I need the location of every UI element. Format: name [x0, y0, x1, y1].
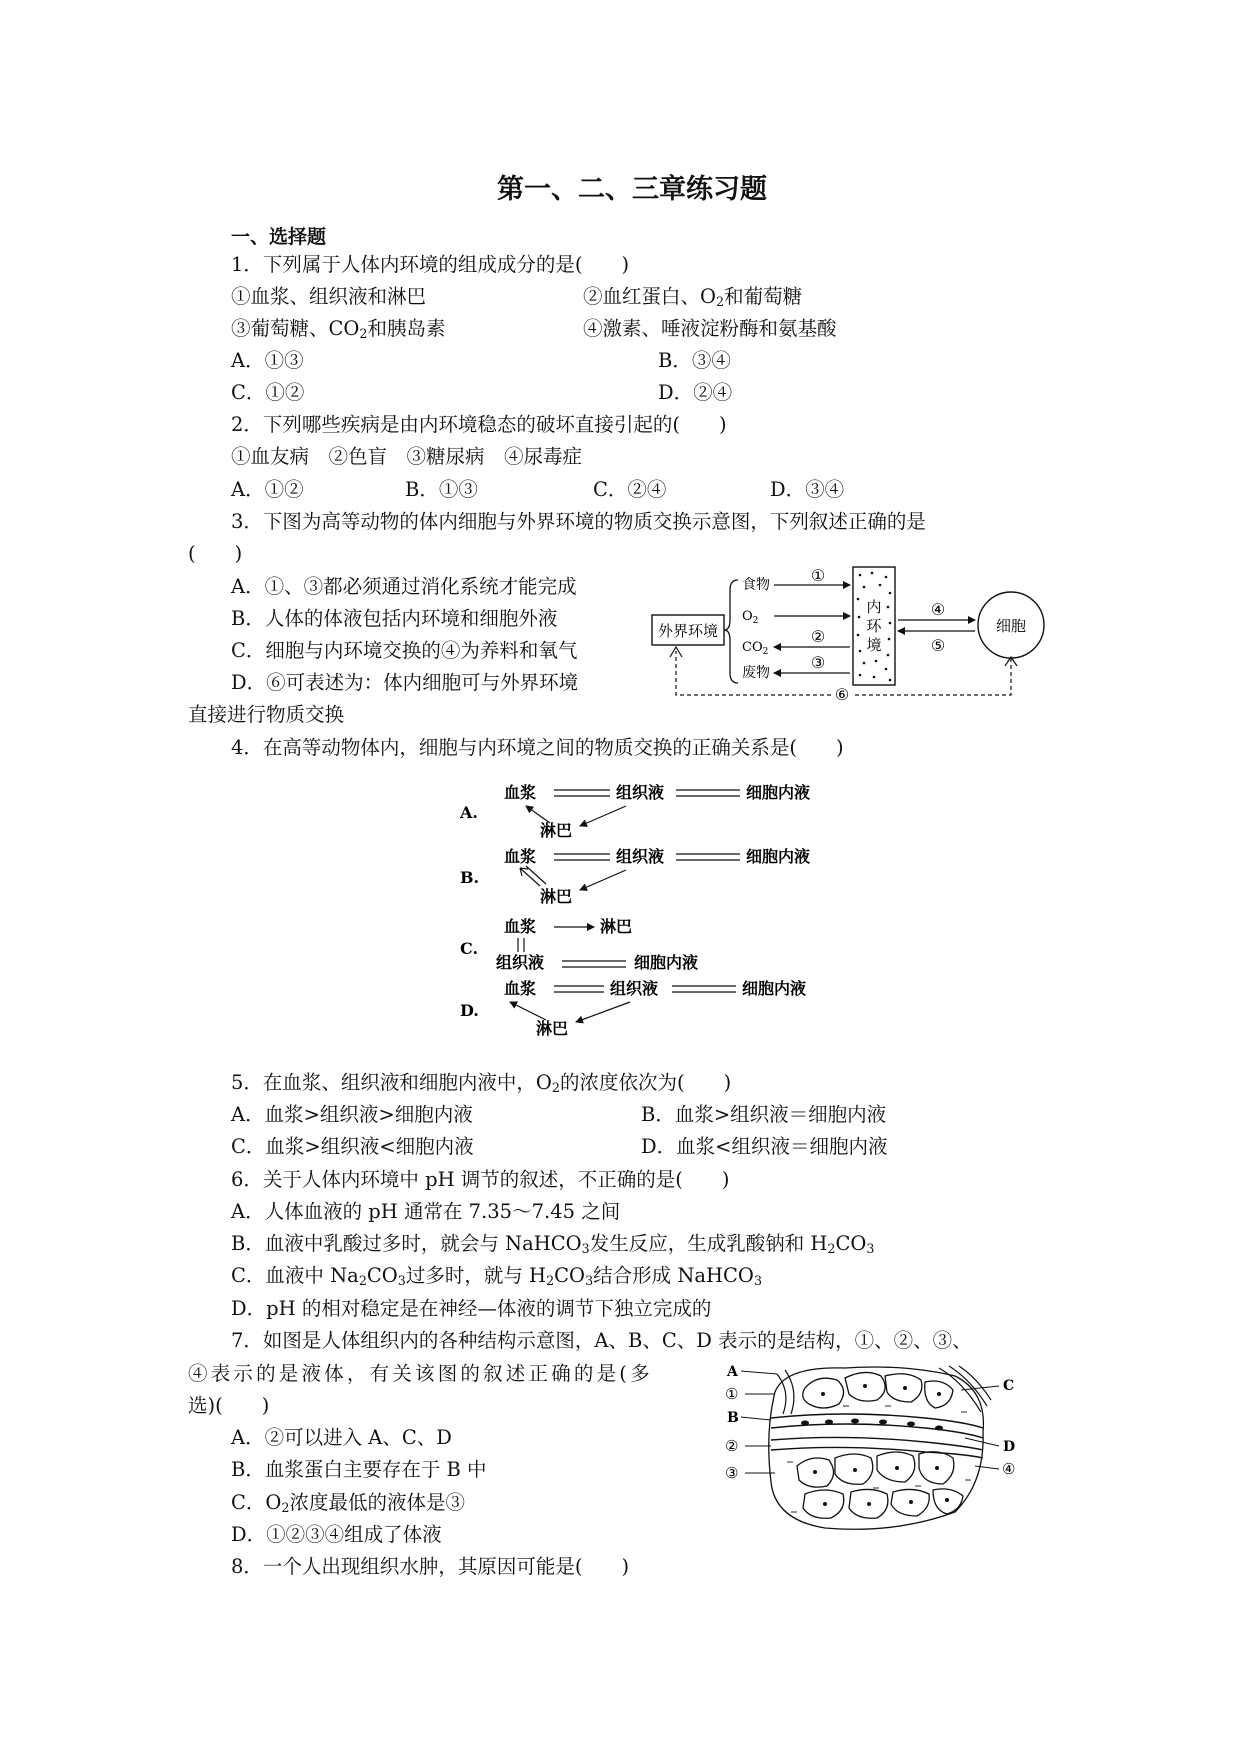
q5-option-d: D．血浆<组织液＝细胞内液 [641, 1135, 888, 1158]
q4a-eq-1 [554, 790, 610, 796]
q2-option-a: A．①② [231, 478, 304, 501]
q7-option-d: D．①②③④组成了体液 [231, 1523, 442, 1546]
q4c-tissue: 组织液 [496, 953, 545, 972]
co2-label: $CO_2$ [742, 640, 769, 657]
q1-item-2: ②血红蛋白、$O_2$和葡萄糖 [583, 285, 803, 310]
q4c-plasma: 血浆 [504, 917, 537, 936]
q7-stem-line1: 7．如图是人体组织内的各种结构示意图，A、B、C、D 表示的是结构，①、②、③、 [231, 1329, 972, 1352]
q1-option-a: A．①③ [231, 349, 304, 372]
capillary [771, 1414, 983, 1458]
food-label: 食物 [742, 577, 770, 593]
q1-option-b: B．③④ [658, 349, 731, 372]
q4a-arrow-1 [526, 806, 550, 823]
q4a-arrow-2 [580, 806, 626, 826]
q1-item-1: ①血浆、组织液和淋巴 [231, 285, 427, 308]
q3-stem-line1: 3．下图为高等动物的体内细胞与外界环境的物质交换示意图，下列叙述正确的是 [231, 510, 926, 533]
marker-6: ⑥ [834, 685, 850, 704]
marker-4: ④ [930, 600, 946, 619]
waste-label: 废物 [742, 665, 770, 681]
outer-environment-label: 外界环境 [657, 622, 719, 640]
page-title: 第一、二、三章练习题 [497, 174, 767, 205]
q7-option-c: C．$O_2$浓度最低的液体是③ [231, 1491, 465, 1516]
label-3: ③ [725, 1464, 739, 1482]
q4d-arrow-1 [510, 1002, 546, 1020]
q4c-cell: 细胞内液 [634, 953, 699, 972]
q4d-lymph: 淋巴 [536, 1019, 569, 1038]
marker-2: ② [810, 627, 826, 646]
q7-stem-line3: 选)( ) [188, 1394, 270, 1417]
label-c: C [1003, 1378, 1015, 1394]
q3-option-d-line1: D．⑥可表述为：体内细胞可与外界环境 [231, 671, 579, 694]
q6-stem: 6．关于人体内环境中 pH 调节的叙述，不正确的是( ) [231, 1168, 730, 1191]
marker-3: ③ [810, 653, 826, 672]
label-a: A [727, 1364, 738, 1380]
q2-option-b: B．①③ [405, 478, 478, 501]
label-1: ① [725, 1385, 739, 1403]
q4-label-b: B. [460, 868, 480, 887]
q2-items: ①血友病 ②色盲 ③糖尿病 ④尿毒症 [231, 445, 583, 468]
q1-item-4: ④激素、唾液淀粉酶和氨基酸 [583, 317, 837, 340]
q4d-arrow-2 [576, 1002, 630, 1022]
label-d: D [1003, 1439, 1016, 1455]
q4d-plasma: 血浆 [504, 979, 537, 998]
q1-stem: 1．下列属于人体内环境的组成成分的是( ) [231, 253, 630, 276]
tissue-diagram [725, 1362, 1025, 1537]
inner-label-1: 内 [866, 598, 882, 616]
q7-option-b: B．血浆蛋白主要存在于 B 中 [231, 1458, 487, 1481]
q3-stem-line2: ( ) [188, 542, 243, 565]
q3-option-a: A．①、③都必须通过消化系统才能完成 [231, 575, 577, 598]
label-4: ④ [1002, 1460, 1016, 1478]
label-b: B [727, 1410, 739, 1426]
q6-option-a: A．人体血液的 pH 通常在 7.35～7.45 之间 [231, 1200, 621, 1223]
inner-label-2: 环 [866, 617, 882, 635]
q2-option-d: D．③④ [770, 478, 845, 501]
q3-option-b: B．人体的体液包括内环境和细胞外液 [231, 607, 558, 630]
q4c-lymph: 淋巴 [600, 917, 633, 936]
q2-option-c: C．②④ [593, 478, 667, 501]
q4d-eq-2 [672, 986, 736, 992]
q8-stem: 8．一个人出现组织水肿，其原因可能是( ) [231, 1555, 630, 1578]
q4d-tissue: 组织液 [610, 979, 659, 998]
q5-option-b: B．血浆>组织液＝细胞内液 [641, 1103, 887, 1126]
q6-option-d: D．pH 的相对稳定是在神经—体液的调节下独立完成的 [231, 1297, 712, 1320]
q4-label-c: C. [460, 939, 479, 958]
q4d-cell: 细胞内液 [742, 979, 807, 998]
q5-stem: 5．在血浆、组织液和细胞内液中，$O_2$的浓度依次为( ) [231, 1071, 732, 1096]
q4a-plasma: 血浆 [504, 783, 537, 802]
q4c-eq-2 [562, 961, 626, 967]
o2-label: $O_2$ [742, 609, 759, 626]
q5-option-a: A．血浆>组织液>细胞内液 [231, 1103, 473, 1126]
q4-options-diagram [450, 768, 850, 1050]
q1-option-d: D．②④ [658, 381, 733, 404]
q4a-lymph: 淋巴 [540, 821, 573, 840]
q4b-eq-1 [554, 854, 610, 860]
q4b-eq-2 [676, 854, 740, 860]
inner-label-3: 境 [866, 636, 882, 654]
marker-1: ① [810, 566, 826, 585]
q4b-plasma: 血浆 [504, 847, 537, 866]
q3-option-d-line2: 直接进行物质交换 [188, 703, 345, 726]
q4a-eq-2 [676, 790, 740, 796]
lymph-vessel [939, 1366, 991, 1412]
marker-5: ⑤ [930, 636, 946, 655]
q1-option-c: C．①② [231, 381, 305, 404]
q4-label-d: D. [460, 1001, 479, 1020]
exchange-diagram [650, 565, 1050, 705]
q4a-tissue: 组织液 [616, 783, 665, 802]
q4b-lymph: 淋巴 [540, 887, 573, 906]
q4c-eq-vertical [518, 938, 524, 952]
q4b-tissue: 组织液 [616, 847, 665, 866]
q6-option-c: C．血液中 $Na_2CO_3$过多时，就与 $H_2CO_3$结合形成 NaHCO$_3$ [231, 1264, 762, 1289]
q4b-cell: 细胞内液 [746, 847, 811, 866]
q4-stem: 4．在高等动物体内，细胞与内环境之间的物质交换的正确关系是( ) [231, 736, 844, 759]
q4-label-a: A. [460, 803, 478, 822]
q6-option-b: B．血液中乳酸过多时，就会与 NaHCO$_3$发生反应，生成乳酸钠和 $H_2CO_3$ [231, 1232, 875, 1257]
q4b-arrow-2 [580, 870, 626, 890]
label-2: ② [725, 1437, 739, 1455]
q4d-eq-1 [554, 986, 604, 992]
section-heading: 一、选择题 [231, 226, 327, 248]
q1-item-3: ③葡萄糖、$CO_2$和胰岛素 [231, 317, 446, 342]
cell-label: 细胞 [995, 617, 1027, 635]
q4a-cell: 细胞内液 [746, 783, 811, 802]
q5-option-c: C．血浆>组织液<细胞内液 [231, 1135, 474, 1158]
brace [724, 580, 738, 683]
q3-option-c: C．细胞与内环境交换的④为养料和氧气 [231, 639, 578, 662]
q7-option-a: A．②可以进入 A、C、D [231, 1426, 452, 1449]
left-vessel [777, 1370, 794, 1414]
q2-stem: 2．下列哪些疾病是由内环境稳态的破坏直接引起的( ) [231, 413, 727, 436]
q7-stem-line2: ④表示的是液体，有关该图的叙述正确的是(多 [188, 1362, 653, 1385]
